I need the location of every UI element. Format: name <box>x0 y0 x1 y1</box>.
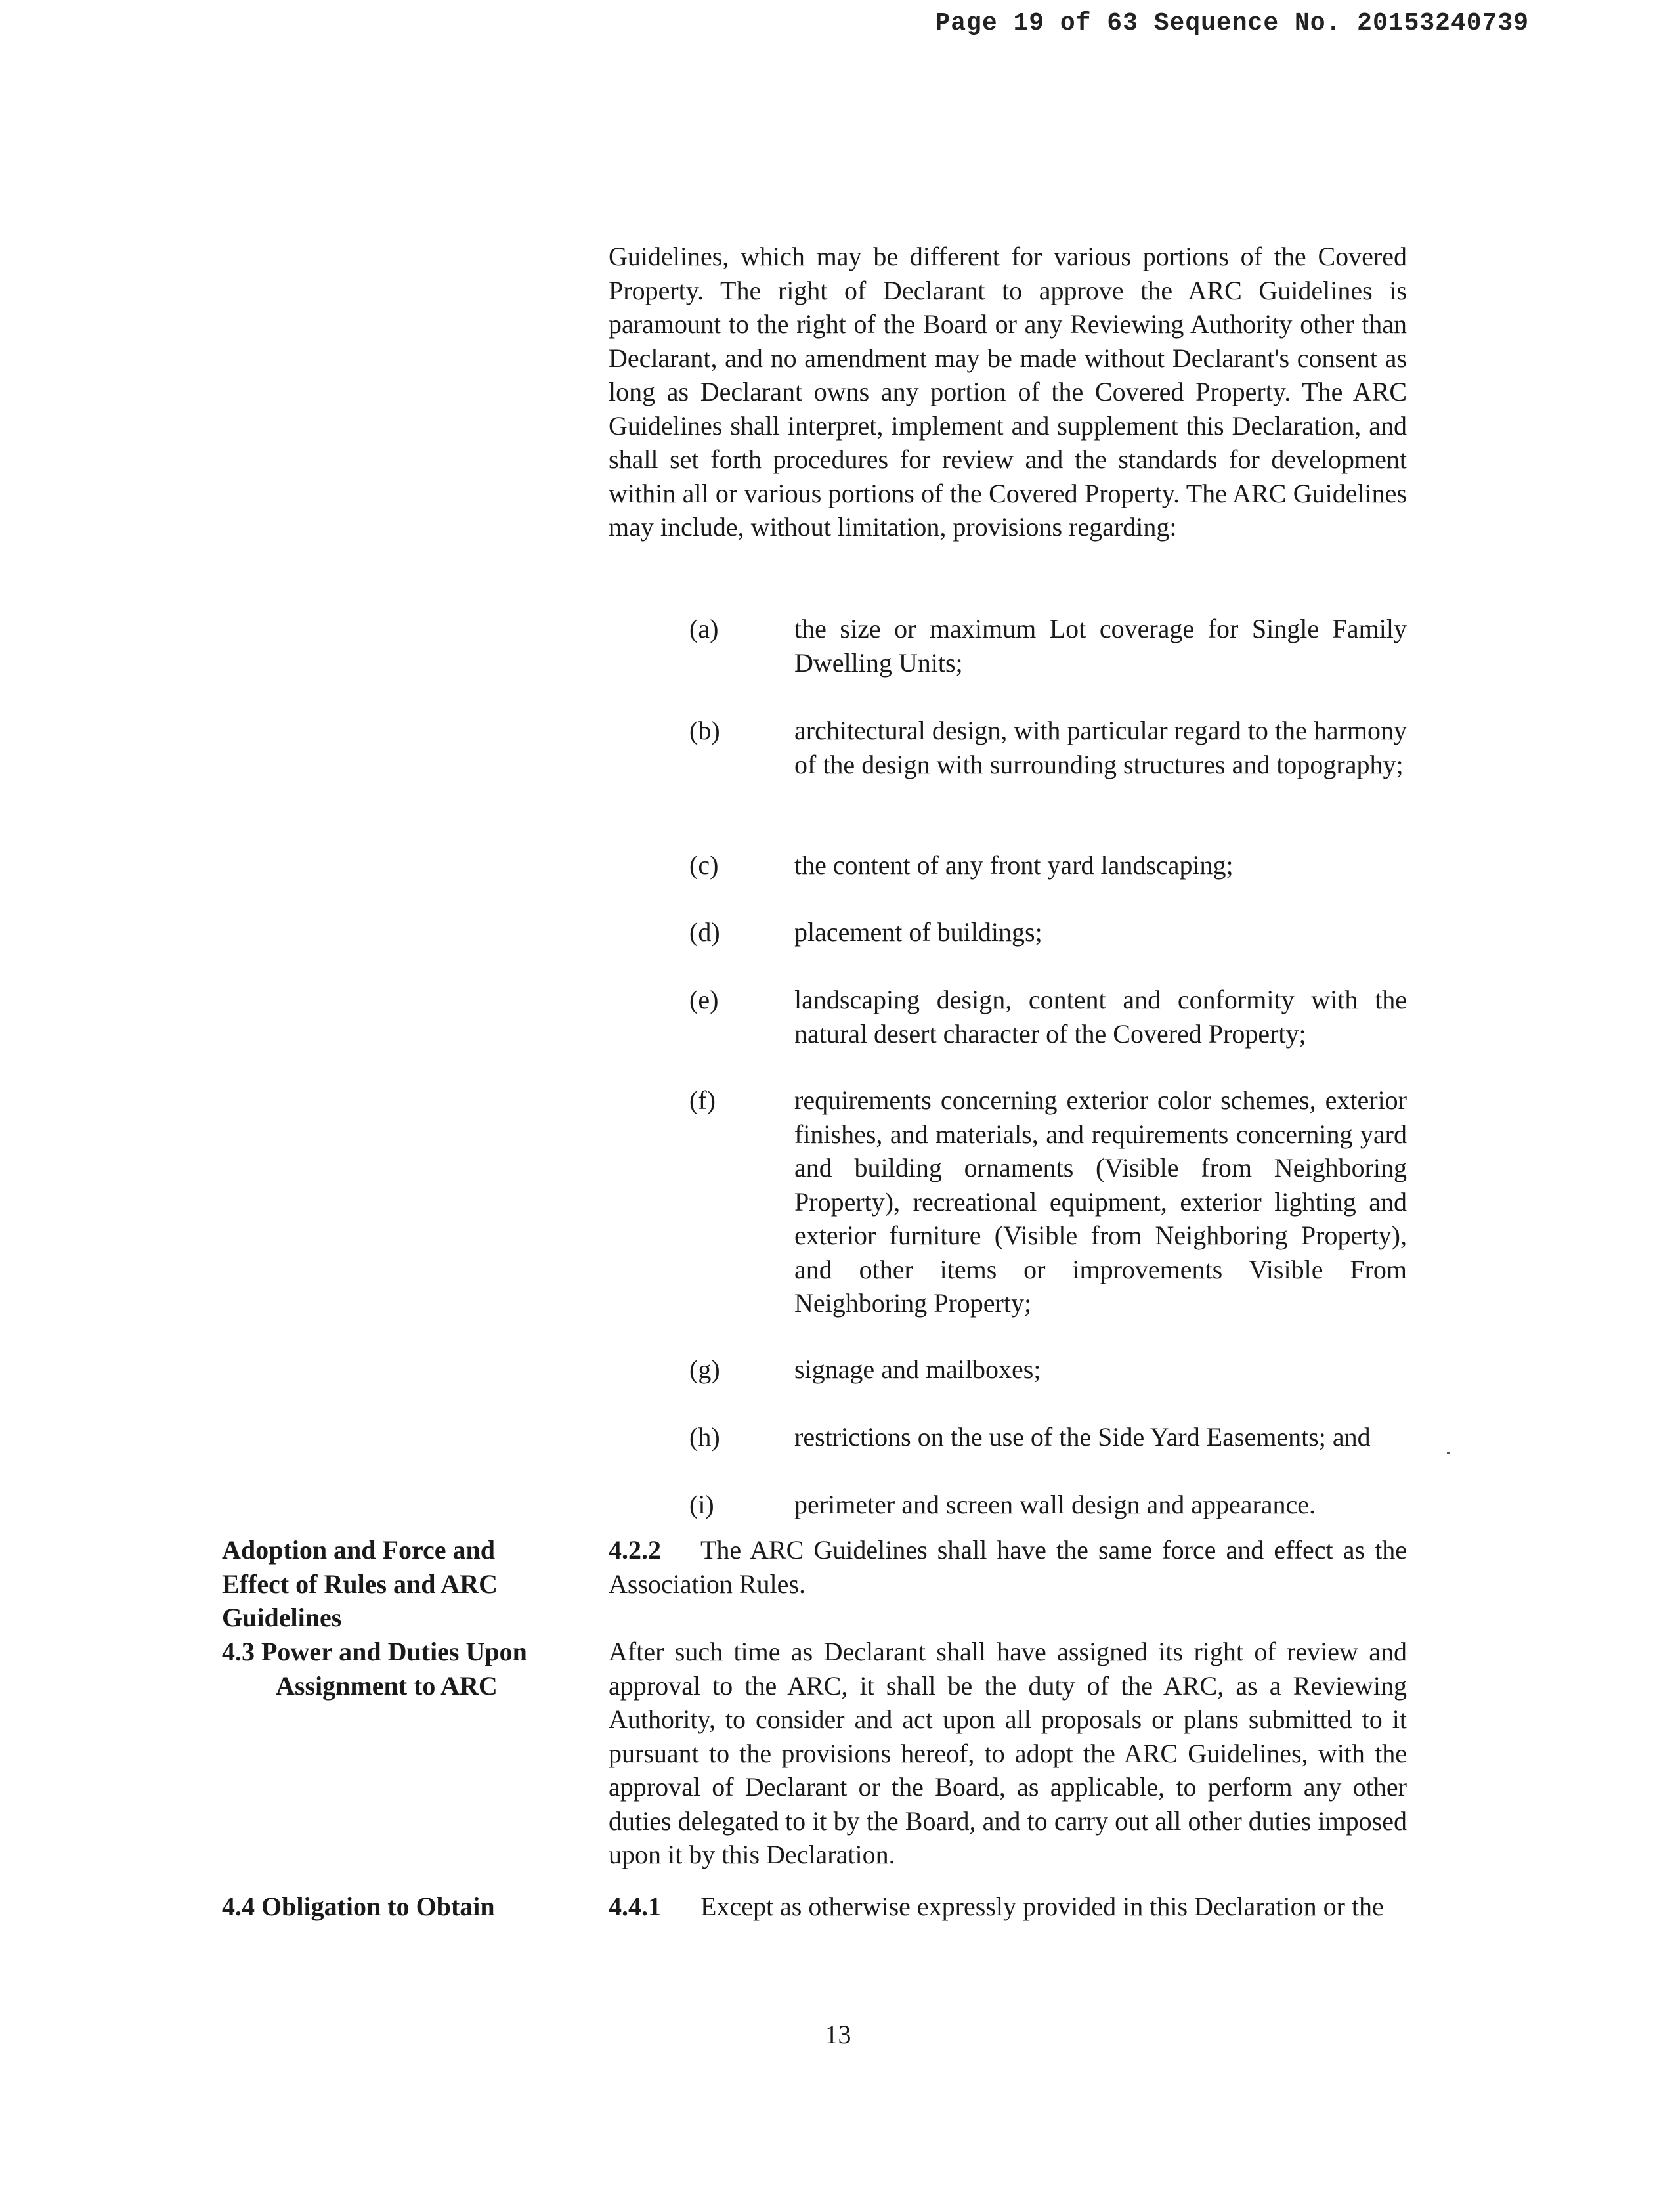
list-text: perimeter and screen wall design and appearance. <box>794 1490 1316 1519</box>
list-item <box>689 1488 1407 1522</box>
section-number: 4.4.1 <box>609 1892 661 1921</box>
section-heading-adoption: Adoption and Force and Effect of Rules and ARC Guidelines <box>222 1535 498 1632</box>
list-text: the size or maximum Lot coverage for Single Family Dwelling Units; <box>794 614 1407 678</box>
list-marker: (h) <box>689 1422 720 1452</box>
list-text: architectural design, with particular regard to the harmony of the design with surrounding structures and topography; <box>794 716 1407 779</box>
list-marker: (f) <box>689 1085 716 1115</box>
section-text: Except as otherwise expressly provided in this Declaration or the <box>700 1892 1384 1921</box>
list-item <box>689 915 1407 949</box>
list-text: requirements concerning exterior color schemes, exterior finishes, and materials, and requirements concerning yard and building ornaments (Visible from Neighboring Property), recreational equipment, exterior lighting and exterior furniture (Visible from Neighboring Property), and other items or improvements Visible From Neighboring Property; <box>794 1085 1407 1318</box>
section-4-3-paragraph: After such time as Declarant shall have assigned its right of review and approval to the ARC, it shall be the duty of the ARC, as a Reviewing Authority, to consider and act upon all proposals or plans submitted to it pursuant to the provisions hereof, to adopt the ARC Guidelines, with the approval of Declarant or the Board, as applicable, to perform any other duties delegated to it by the Board, and to carry out all other duties imposed upon it by this Declaration. <box>609 1637 1407 1869</box>
list-marker: (c) <box>689 850 719 880</box>
list-marker: (b) <box>689 716 720 745</box>
intro-paragraph: Guidelines, which may be different for various portions of the Covered Property. The right of Declarant to approve the ARC Guidelines is paramount to the right of the Board or any Reviewing Authority other than Declarant, and no amendment may be made without Declarant's consent as long as Declarant owns any portion of the Covered Property. The ARC Guidelines shall interpret, implement and supplement this Declaration, and shall set forth procedures for review and the standards for development within all or various portions of the Covered Property. The ARC Guidelines may include, without limitation, provisions regarding: <box>609 242 1407 542</box>
list-item <box>689 714 1407 781</box>
list-text: signage and mailboxes; <box>794 1355 1041 1384</box>
list-item <box>689 983 1407 1051</box>
section-4-2-2-paragraph <box>609 1533 1407 1601</box>
list-item <box>689 1420 1407 1454</box>
scan-artifact <box>1447 1452 1450 1454</box>
page-sequence-stamp: Page 19 of 63 Sequence No. 20153240739 <box>935 9 1529 37</box>
section-text: The ARC Guidelines shall have the same force and effect as the Association Rules. <box>609 1535 1407 1599</box>
section-number: 4.2.2 <box>609 1535 661 1565</box>
heading-line: Assignment to ARC <box>276 1670 498 1701</box>
list-text: restrictions on the use of the Side Yard Easements; and <box>794 1422 1371 1452</box>
section-4-4-1-paragraph <box>609 1890 1407 1924</box>
section-heading-power-duties <box>222 1635 563 1702</box>
list-item <box>689 1083 1407 1320</box>
list-text: the content of any front yard landscaping; <box>794 850 1234 880</box>
list-marker: (e) <box>689 985 719 1014</box>
list-text: placement of buildings; <box>794 917 1042 947</box>
list-item <box>689 1353 1407 1387</box>
list-marker: (g) <box>689 1355 720 1384</box>
list-marker: (i) <box>689 1490 714 1519</box>
section-heading-obligation: 4.4 Obligation to Obtain <box>222 1892 495 1921</box>
list-text: landscaping design, content and conformity with the natural desert character of the Covered Property; <box>794 985 1407 1049</box>
list-item <box>689 612 1407 680</box>
list-marker: (d) <box>689 917 720 947</box>
list-item <box>689 848 1407 882</box>
list-marker: (a) <box>689 614 719 643</box>
heading-line: 4.3 Power and Duties Upon <box>222 1637 527 1666</box>
page-number: 13 <box>825 2020 851 2049</box>
